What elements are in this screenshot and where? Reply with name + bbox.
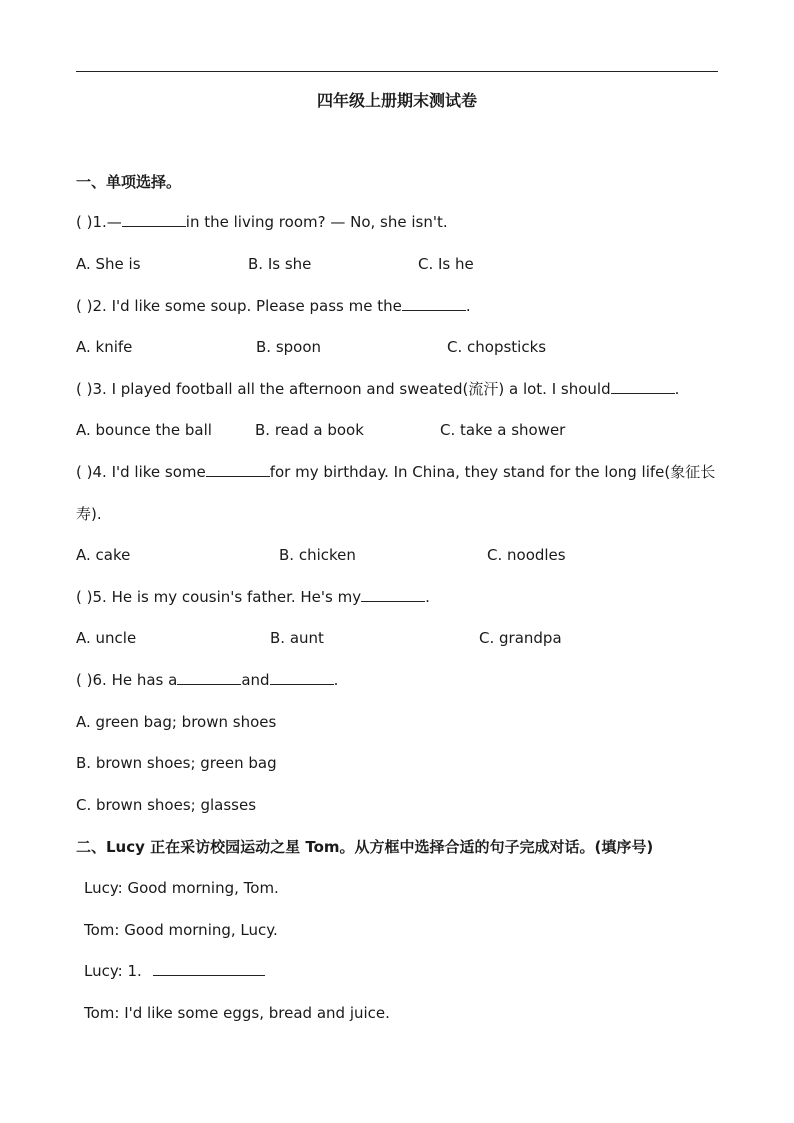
option-c: C. Is he — [418, 255, 474, 273]
answer-blank — [402, 296, 466, 311]
section2-heading: 二、Lucy 正在采访校园运动之星 Tom。从方框中选择合适的句子完成对话。(填序号) — [76, 838, 654, 856]
answer-blank — [611, 379, 675, 394]
option-b: B. read a book — [255, 421, 364, 439]
q6-option-c: C. brown shoes; glasses — [76, 796, 257, 814]
option-c: C. noodles — [487, 546, 566, 564]
answer-paren: ( ) — [76, 297, 93, 315]
question-5: ( )5. He is my cousin's father. He's my . — [76, 588, 430, 606]
option-b: B. chicken — [279, 546, 356, 564]
option-b: B. Is she — [248, 255, 312, 273]
answer-blank — [270, 670, 334, 685]
option-c: C. take a shower — [440, 421, 566, 439]
answer-blank — [206, 462, 270, 477]
question-1: ( )1.— in the living room? — No, she isn't. — [76, 213, 448, 231]
dialogue-line: Lucy: Good morning, Tom. — [84, 879, 279, 897]
option-b: B. spoon — [256, 338, 322, 356]
section1-heading: 一、单项选择。 — [76, 173, 182, 191]
question-4-continued: 寿). — [76, 505, 102, 523]
question-2: ( )2. I'd like some soup. Please pass me the . — [76, 297, 471, 315]
question-6: ( )6. He has a and . — [76, 671, 339, 689]
answer-blank — [361, 587, 425, 602]
answer-paren: ( ) — [76, 588, 93, 606]
answer-blank — [153, 961, 265, 976]
option-a: A. bounce the ball — [76, 421, 212, 439]
question-3: ( )3. I played football all the afternoon and sweated(流汗) a lot. I should . — [76, 380, 680, 398]
option-a: A. uncle — [76, 629, 137, 647]
page-title: 四年级上册期末测试卷 — [316, 91, 477, 110]
option-b: B. aunt — [270, 629, 324, 647]
answer-paren: ( ) — [76, 671, 93, 689]
top-rule — [76, 71, 718, 72]
answer-paren: ( ) — [76, 213, 93, 231]
answer-paren: ( ) — [76, 463, 93, 481]
dialogue-line-with-blank: Lucy: 1. — [84, 961, 265, 981]
answer-paren: ( ) — [76, 380, 93, 398]
q6-option-b: B. brown shoes; green bag — [76, 754, 277, 772]
option-a: A. cake — [76, 546, 131, 564]
option-a: A. knife — [76, 338, 133, 356]
option-c: C. chopsticks — [447, 338, 547, 356]
answer-blank — [122, 212, 186, 227]
option-a: A. She is — [76, 255, 141, 273]
question-4: ( )4. I'd like some for my birthday. In China, they stand for the long life(象征长 — [76, 463, 716, 481]
dialogue-line: Tom: I'd like some eggs, bread and juice. — [84, 1004, 390, 1022]
answer-blank — [177, 670, 241, 685]
dialogue-line: Tom: Good morning, Lucy. — [84, 921, 278, 939]
option-c: C. grandpa — [479, 629, 562, 647]
q6-option-a: A. green bag; brown shoes — [76, 713, 277, 731]
